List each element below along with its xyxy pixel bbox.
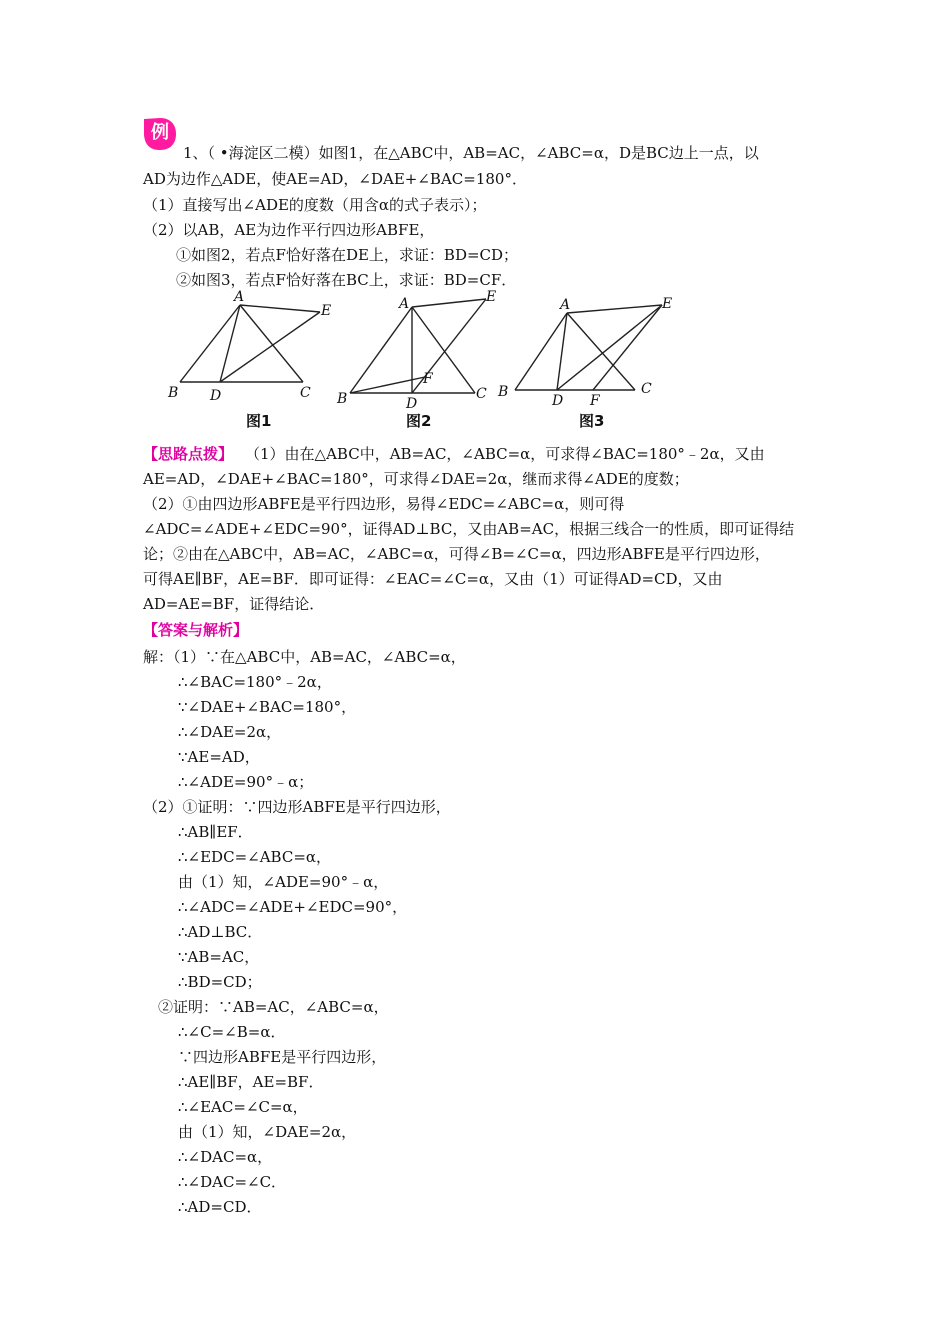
answer-line: ∴BD=CD； <box>178 973 262 991</box>
answer-line: ∵AE=AD， <box>178 748 260 766</box>
hint-line-7: AD=AE=BF，证得结论． <box>143 595 325 613</box>
fig1-caption: 图1 <box>246 412 272 430</box>
answer-line: ∴∠DAC=α， <box>178 1148 273 1166</box>
fig3-caption: 图3 <box>579 412 605 430</box>
fig3-point-b: B <box>498 384 509 400</box>
fig2-point-e: E <box>486 289 497 305</box>
answer-line: ∴AB∥EF． <box>178 823 253 841</box>
hint-line-1: （1）由在△ABC中，AB=AC，∠ABC=α，可求得∠BAC=180°﹣2α，又由 <box>245 445 765 463</box>
fig2-line-ab <box>350 307 412 393</box>
hint-line-2: AE=AD，∠DAE+∠BAC=180°，可求得∠DAE=2α，继而求得∠ADE的度数； <box>143 470 689 488</box>
figure-1 <box>180 305 320 382</box>
answer-line: ∴∠DAE=2α， <box>178 723 282 741</box>
geometry-figures <box>160 287 700 437</box>
answer-line: ∴∠C=∠B=α． <box>178 1023 286 1041</box>
answer-line: ∴∠ADE=90°﹣α； <box>178 773 314 791</box>
answer-line: （2）①证明：∵四边形ABFE是平行四边形， <box>143 798 451 816</box>
fig3-point-a: A <box>560 297 571 313</box>
fig1-point-d: D <box>210 388 222 404</box>
badge-label: 例 <box>151 122 169 143</box>
fig3-point-e: E <box>662 296 673 312</box>
fig3-point-f: F <box>590 393 600 409</box>
answer-line: ∴∠BAC=180°﹣2α， <box>178 673 332 691</box>
question-2a: ①如图2，若点F恰好落在DE上，求证：BD=CD； <box>176 246 519 264</box>
answer-line: ②证明：∵AB=AC，∠ABC=α， <box>158 998 389 1016</box>
fig1-point-b: B <box>168 385 179 401</box>
answer-line: ∴AD=CD． <box>178 1198 262 1216</box>
fig1-line-ae <box>240 305 320 312</box>
answer-line: 解：（1）∵在△ABC中，AB=AC，∠ABC=α， <box>143 648 466 666</box>
fig3-line-de <box>557 305 662 390</box>
answer-line: ∵AB=AC， <box>178 948 260 966</box>
fig2-caption: 图2 <box>406 412 432 430</box>
fig1-point-c: C <box>300 385 311 401</box>
answer-line: ∵四边形ABFE是平行四边形， <box>178 1048 387 1066</box>
answer-line: ∴∠DAC=∠C． <box>178 1173 287 1191</box>
fig3-point-d: D <box>552 393 564 409</box>
fig2-point-f: F <box>423 371 433 387</box>
fig2-point-d: D <box>406 396 418 412</box>
hint-line-3: （2）①由四边形ABFE是平行四边形，易得∠EDC=∠ABC=α，则可得 <box>143 495 625 513</box>
hint-header: 【思路点拨】 <box>143 445 234 463</box>
answer-line: ∴∠EAC=∠C=α， <box>178 1098 308 1116</box>
problem-line-1: 1、（ •海淀区二模）如图1，在△ABC中，AB=AC，∠ABC=α，D是BC边上一点，以 <box>183 144 759 162</box>
problem-line-2: AD为边作△ADE，使AE=AD，∠DAE+∠BAC=180°． <box>143 170 527 188</box>
answer-line: ∵∠DAE+∠BAC=180°， <box>178 698 357 716</box>
fig2-point-c: C <box>476 386 487 402</box>
fig1-line-ab <box>180 305 240 382</box>
answer-line: 由（1）知，∠ADE=90°﹣α， <box>178 873 389 891</box>
hint-line-5: 论；②由在△ABC中，AB=AC，∠ABC=α，可得∠B=∠C=α，四边形ABFE是平行四边形， <box>143 545 770 563</box>
answer-line: ∴∠EDC=∠ABC=α， <box>178 848 332 866</box>
fig1-line-ac <box>240 305 303 382</box>
fig2-point-a: A <box>399 296 410 312</box>
answer-line: 由（1）知，∠DAE=2α， <box>178 1123 357 1141</box>
fig2-line-ae <box>412 299 486 307</box>
answer-line: ∴AE∥BF，AE=BF． <box>178 1073 324 1091</box>
answer-line: ∴∠ADC=∠ADE+∠EDC=90°， <box>178 898 408 916</box>
figure-3 <box>515 305 662 390</box>
fig3-line-fe <box>593 305 662 390</box>
hint-line-4: ∠ADC=∠ADE+∠EDC=90°，证得AD⊥BC，又由AB=AC，根据三线合一的性质，即可证得结 <box>143 520 795 538</box>
fig1-point-a: A <box>234 289 245 305</box>
fig3-line-ae <box>567 305 662 313</box>
example-badge <box>143 117 177 151</box>
figure-2 <box>350 299 486 393</box>
answer-line: ∴AD⊥BC． <box>178 923 263 941</box>
question-2: （2）以AB，AE为边作平行四边形ABFE， <box>143 221 435 239</box>
hint-line-6: 可得AE∥BF，AE=BF．即可证得：∠EAC=∠C=α，又由（1）可证得AD=CD，又由 <box>143 570 723 588</box>
fig2-point-b: B <box>337 391 348 407</box>
answer-header: 【答案与解析】 <box>143 621 249 639</box>
question-1: （1）直接写出∠ADE的度数（用含α的式子表示）； <box>143 196 487 214</box>
question-2b: ②如图3，若点F恰好落在BC上，求证：BD=CF． <box>176 271 517 289</box>
fig3-point-c: C <box>641 381 652 397</box>
fig1-point-e: E <box>321 303 332 319</box>
